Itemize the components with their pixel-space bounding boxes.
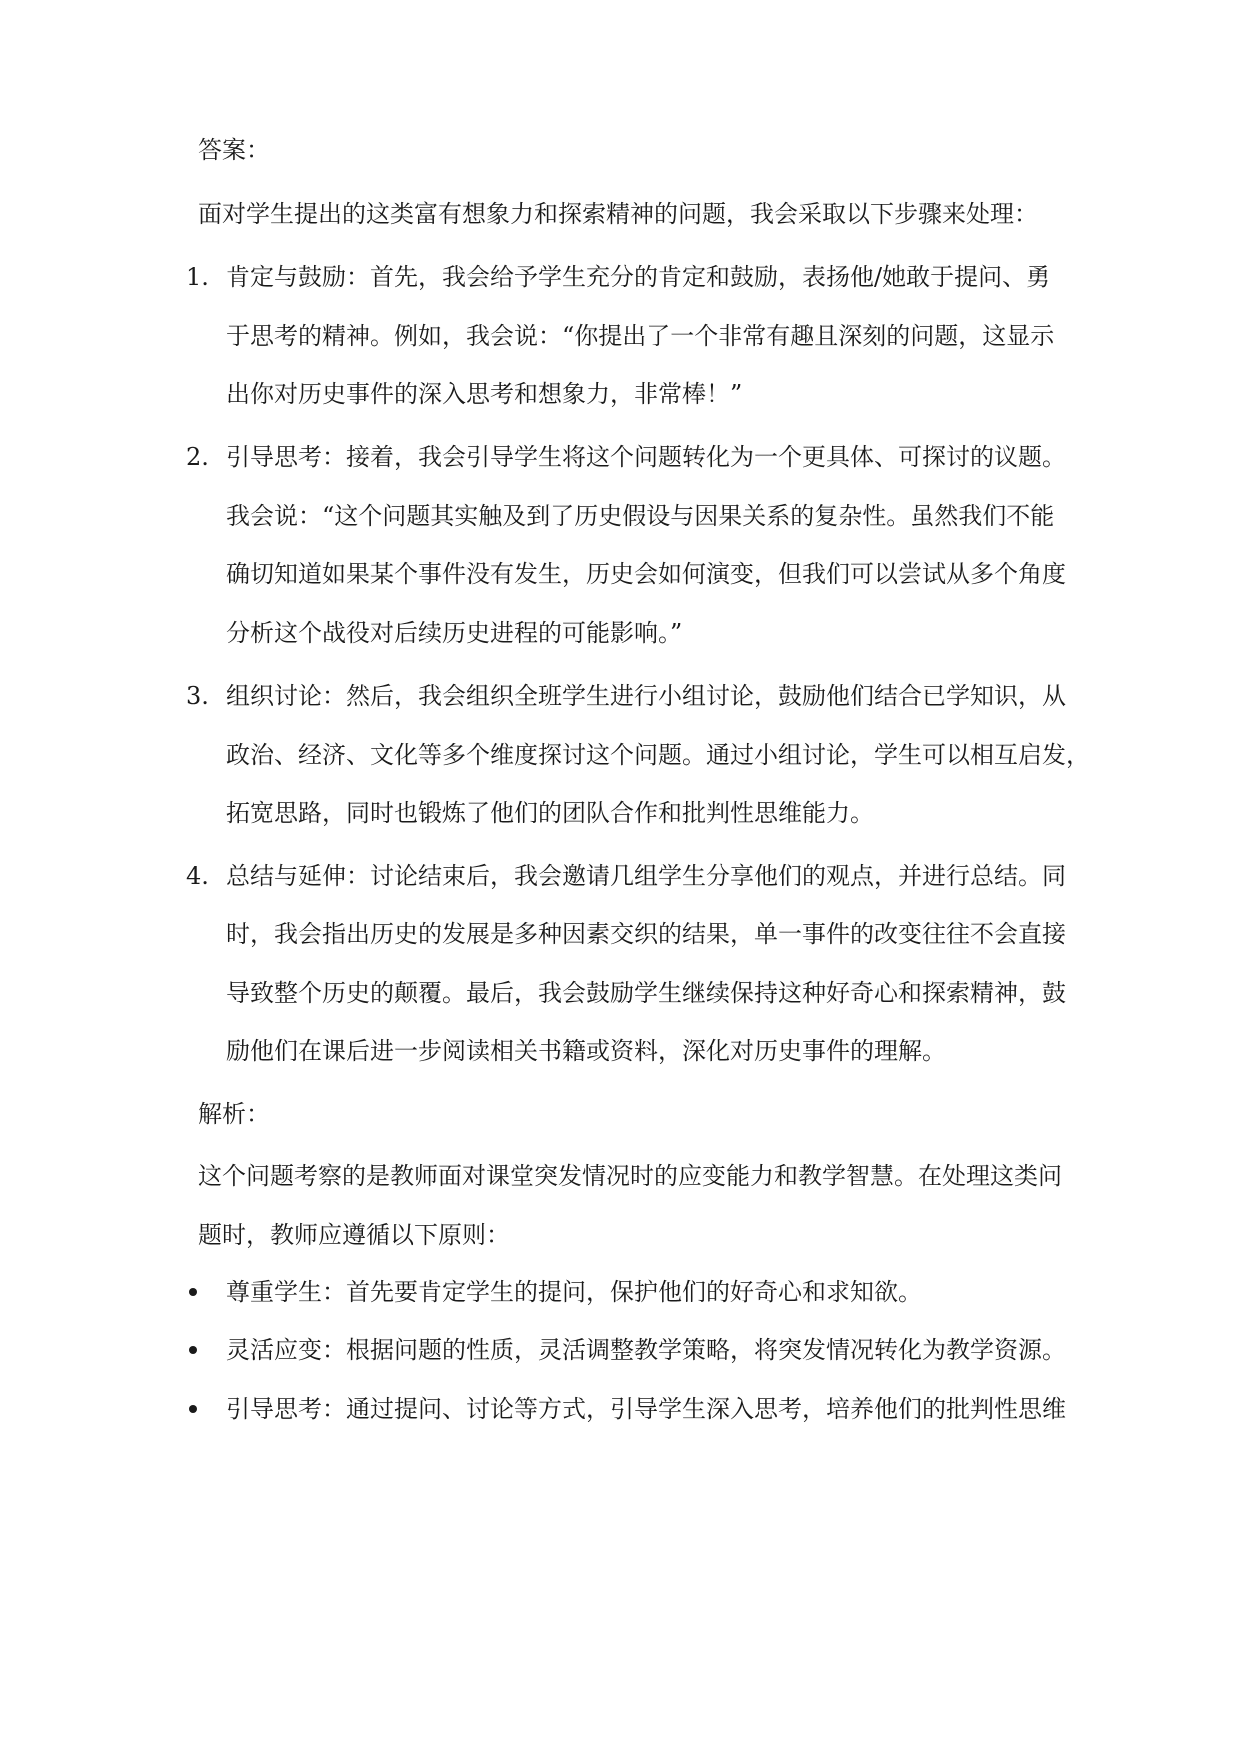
bullet-dot-icon bbox=[189, 1288, 197, 1296]
bullet-dot-icon bbox=[189, 1346, 197, 1354]
item-text-line: 政治、经济、文化等多个维度探讨这个问题。通过小组讨论，学生可以相互启发， bbox=[226, 741, 1090, 769]
answer-intro: 面对学生提出的这类富有想象力和探索精神的问题，我会采取以下步骤来处理： bbox=[198, 200, 1038, 228]
item-text-line: 总结与延伸：讨论结束后，我会邀请几组学生分享他们的观点，并进行总结。同 bbox=[226, 862, 1066, 890]
item-text-line: 分析这个战役对后续历史进程的可能影响。” bbox=[226, 619, 683, 647]
item-text-line: 引导思考：接着，我会引导学生将这个问题转化为一个更具体、可探讨的议题。 bbox=[226, 443, 1066, 471]
item-text-line: 励他们在课后进一步阅读相关书籍或资料，深化对历史事件的理解。 bbox=[226, 1037, 946, 1065]
item-text-line: 时，我会指出历史的发展是多种因素交织的结果，单一事件的改变往往不会直接 bbox=[226, 920, 1066, 948]
item-number: 3. bbox=[186, 682, 209, 710]
item-text-line: 确切知道如果某个事件没有发生，历史会如何演变，但我们可以尝试从多个角度 bbox=[226, 560, 1066, 588]
bullet-text: 尊重学生：首先要肯定学生的提问，保护他们的好奇心和求知欲。 bbox=[226, 1278, 922, 1306]
item-text-line: 出你对历史事件的深入思考和想象力，非常棒！” bbox=[226, 380, 743, 408]
bullet-text: 引导思考：通过提问、讨论等方式，引导学生深入思考，培养他们的批判性思维 bbox=[226, 1395, 1066, 1423]
item-text-line: 我会说：“这个问题其实触及到了历史假设与因果关系的复杂性。虽然我们不能 bbox=[226, 502, 1055, 530]
item-text-line: 导致整个历史的颠覆。最后，我会鼓励学生继续保持这种好奇心和探索精神，鼓 bbox=[226, 979, 1066, 1007]
answer-heading: 答案： bbox=[198, 136, 270, 164]
item-text-line: 于思考的精神。例如，我会说：“你提出了一个非常有趣且深刻的问题，这显示 bbox=[226, 322, 1055, 350]
item-text-line: 组织讨论：然后，我会组织全班学生进行小组讨论，鼓励他们结合已学知识，从 bbox=[226, 682, 1066, 710]
analysis-intro-line: 题时，教师应遵循以下原则： bbox=[198, 1221, 510, 1249]
analysis-intro-line: 这个问题考察的是教师面对课堂突发情况时的应变能力和教学智慧。在处理这类问 bbox=[198, 1162, 1062, 1190]
analysis-heading: 解析： bbox=[198, 1100, 270, 1128]
item-number: 4. bbox=[186, 862, 209, 890]
item-number: 2. bbox=[186, 443, 209, 471]
bullet-dot-icon bbox=[189, 1405, 197, 1413]
item-number: 1. bbox=[186, 263, 209, 291]
item-text-line: 拓宽思路，同时也锻炼了他们的团队合作和批判性思维能力。 bbox=[226, 799, 874, 827]
bullet-text: 灵活应变：根据问题的性质，灵活调整教学策略，将突发情况转化为教学资源。 bbox=[226, 1336, 1066, 1364]
item-text-line: 肯定与鼓励：首先，我会给予学生充分的肯定和鼓励，表扬他/她敢于提问、勇 bbox=[226, 263, 1051, 291]
